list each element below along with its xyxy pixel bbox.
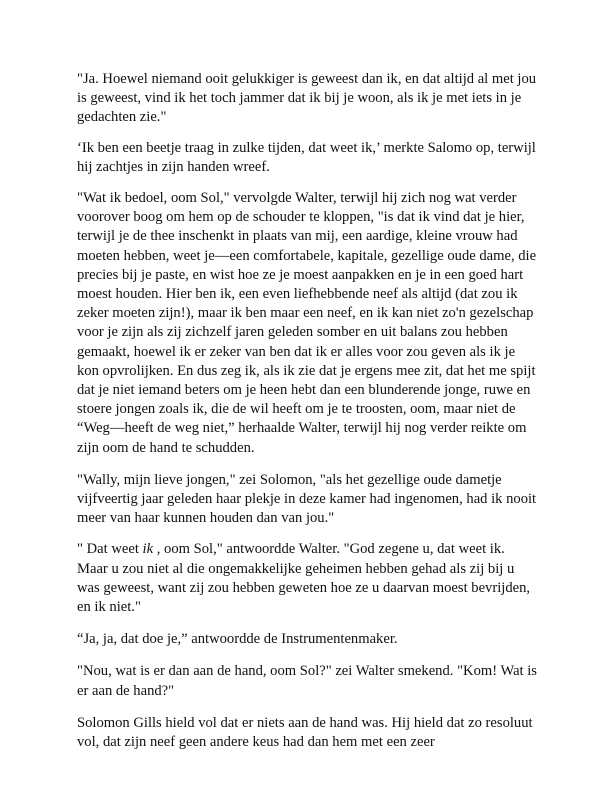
paragraph-5-start: " Dat weet [77, 541, 143, 558]
document-page [77, 70, 537, 765]
paragraph-7: "Nou, wat is er dan aan de hand, oom Sol?" zei Walter smekend. "Kom! Wat is er aan de hand?" [77, 663, 537, 699]
paragraph-2: ‘Ik ben een beetje traag in zulke tijden, dat weet ik,’ merkte Salomo op, terwijl hij zachtjes in zijn handen wreef. [77, 139, 536, 175]
paragraph-3: "Wat ik bedoel, oom Sol," vervolgde Walter, terwijl hij zich nog wat verder voorover boog om hem op de schouder te kloppen, "is dat ik vind dat je hier, terwijl je de thee inschenkt in plaats van mij, een aardige, kleine vrouw had moeten hebben, weet je—een comfortabele, kapitale, gezellige oude dame, die precies bij je paste, en wist hoe ze je moest aanpakken en je in een goed hart moest houden. Hier ben ik, een even liefhebbende neef als altijd (dat zou ik zeker moeten zijn!), maar ik ben maar een neef, en ik kan niet zo'n gezelschap voor je zijn als zij zichzelf jaren geleden somber en uit balans zou hebben gemaakt, hoewel ik er zeker van ben dat ik er alles voor zou geven als ik je kon opvrolijken. En dus zeg ik, als ik zie dat je ergens mee zit, dat het me spijt dat je niet iemand beters om je heen hebt dan een blunderende jonge, ruwe en stoere jongen zoals ik, die de wil heeft om je te troosten, oom, maar niet de “Weg—heeft de weg niet,” herhaalde Walter, terwijl hij nog verder reikte om zijn oom de hand te schudden. [77, 190, 537, 456]
paragraph-5-emphasis: ik [142, 541, 154, 558]
paragraph-5 [77, 540, 537, 617]
paragraph-8: Solomon Gills hield vol dat er niets aan de hand was. Hij hield dat zo resoluut vol, dat zijn neef geen andere keus had dan hem met een zeer [77, 714, 533, 751]
paragraph-6: “Ja, ja, dat doe je,” antwoordde de Instrumentenmaker. [77, 631, 398, 648]
paragraph-4: "Wally, mijn lieve jongen," zei Solomon, "als het gezellige oude dametje vijfveertig jaar geleden haar plekje in deze kamer had ingenomen, had ik nooit meer van haar kunnen houden dan van jou." [77, 471, 537, 527]
paragraph-5-end: , oom Sol," antwoordde Walter. "God zegene u, dat weet ik. Maar u zou niet al die ongemakkelijke geheimen hebben gehad als zij bij u was geweest, want zij zou hebben geweten hoe ze u daarvan moest bevrijden, en ik niet." [77, 541, 531, 616]
paragraph-1: "Ja. Hoewel niemand ooit gelukkiger is geweest dan ik, en dat altijd al met jou is geweest, vind ik het toch jammer dat ik bij je woon, als ik je met iets in je gedachten zie." [77, 71, 537, 126]
